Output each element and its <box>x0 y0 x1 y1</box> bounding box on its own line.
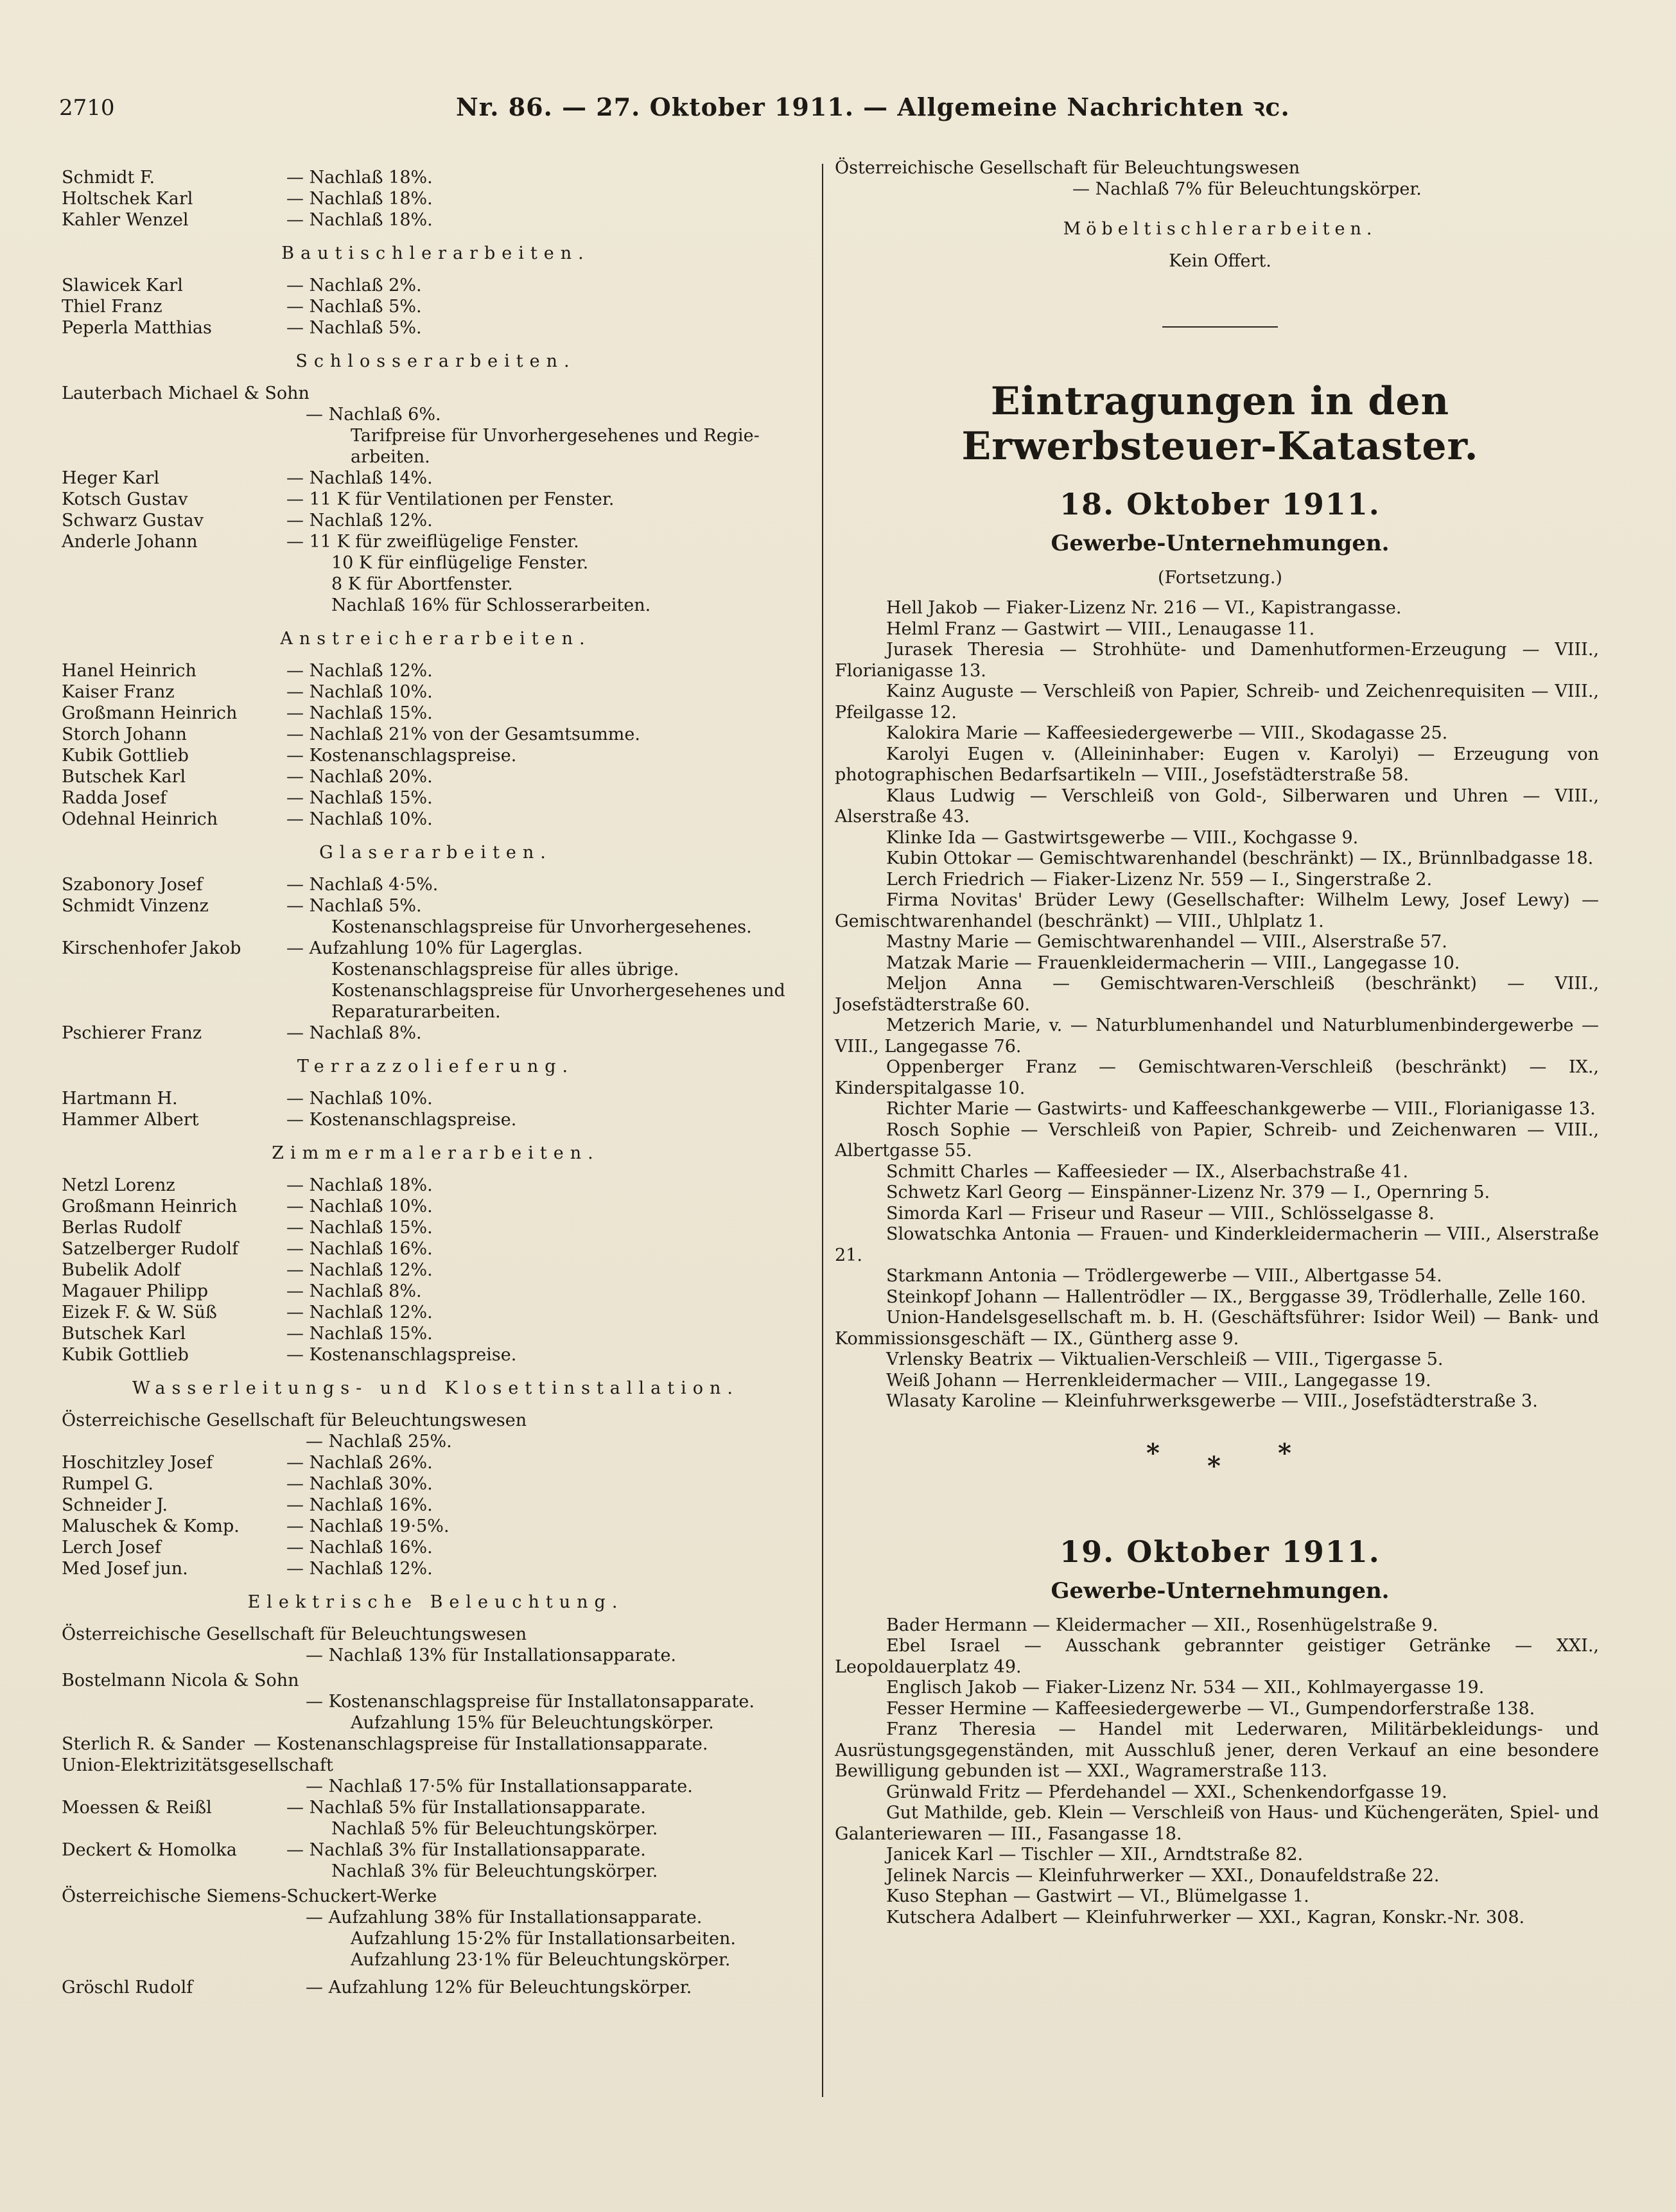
star: * <box>1278 1437 1291 1468</box>
section-separator-stars <box>835 1438 1605 1515</box>
register-entry: Kutschera Adalbert — Kleinfuhrwerker — XXI., Kagran, Konskr.-Nr. 308. <box>886 1907 1525 1927</box>
entry-line: Tarifpreise für Unvorhergesehenes und Regie- <box>351 426 760 446</box>
register-entry: Hell Jakob — Fiaker-Lizenz Nr. 216 — VI., Kapistrangasse. <box>886 598 1402 618</box>
date-heading: 18. Oktober 1911. <box>1060 487 1381 522</box>
register-entry: Firma Novitas' Brüder Lewy (Gesellschafter: Wilhelm Lewy, Josef Lewy) — Gemischtwarenhandel (beschränkt) — VIII., Uhlplatz 1. <box>835 890 1599 931</box>
entry-line: Nachlaß 3% für Beleuchtungskörper. <box>331 1861 658 1881</box>
entry-name: Kirschenhofer Jakob <box>62 938 241 958</box>
entry-name: Sterlich R. & Sander <box>62 1734 245 1754</box>
entry-line: — Nachlaß 30%. <box>286 1474 433 1494</box>
entry-line: — Nachlaß 5%. <box>286 297 422 317</box>
register-entry: Gut Mathilde, geb. Klein — Verschleiß von Haus- und Küchengeräten, Spiel- und Galanteriewaren — III., Fasangasse 18. <box>835 1803 1599 1844</box>
register-entry: Union-Handelsgesellschaft m. b. H. (Geschäftsführer: Isidor Weil) — Bank- und Kommissionsgeschäft — IX., Güntherg asse 9. <box>835 1308 1599 1349</box>
entry-line: Nachlaß 16% für Schlosserarbeiten. <box>331 595 651 615</box>
register-entry: Starkmann Antonia — Trödlergewerbe — VIII., Albertgasse 54. <box>886 1266 1442 1286</box>
entry-name: Kaiser Franz <box>62 682 175 702</box>
entry-name: Pschierer Franz <box>62 1023 202 1043</box>
entry <box>62 1537 810 1558</box>
entry-line: — Nachlaß 12%. <box>286 661 433 681</box>
entry-line: — Nachlaß 10%. <box>286 809 433 829</box>
entry-name: Eizek F. & W. Süß <box>62 1303 217 1322</box>
entry <box>62 531 810 616</box>
star: * <box>1146 1437 1160 1468</box>
entry-line: — Nachlaß 16%. <box>286 1239 433 1259</box>
entry-line: — Kostenanschlagspreise. <box>286 1345 517 1365</box>
entry-line: — Nachlaß 7% für Beleuchtungskörper. <box>1072 179 1422 199</box>
entry-name: Butschek Karl <box>62 767 186 787</box>
entry <box>62 167 810 188</box>
entry-line: — Nachlaß 14%. <box>286 468 433 488</box>
entry <box>62 209 810 231</box>
register-entry: Weiß Johann — Herrenkleidermacher — VIII., Langegasse 19. <box>886 1370 1431 1391</box>
entry-name: Österreichische Gesellschaft für Beleuchtungswesen <box>62 1410 527 1430</box>
entry-line: — 11 K für Ventilationen per Fenster. <box>286 489 615 509</box>
register-entry: Janicek Karl — Tischler — XII., Arndtstraße 82. <box>886 1845 1304 1865</box>
entry-name: Bostelmann Nicola & Sohn <box>62 1671 299 1690</box>
entry-line: — Nachlaß 13% für Installationsapparate. <box>306 1646 677 1665</box>
entry-name: Radda Josef <box>62 788 167 808</box>
register-entry: Wlasaty Karoline — Kleinfuhrwerksgewerbe — VIII., Josefstädterstraße 3. <box>886 1391 1538 1411</box>
register-entry: Jurasek Theresia — Strohhüte- und Damenhutformen-Erzeugung — VIII., Florianigasse 13. <box>835 640 1599 681</box>
entry-name: Magauer Philipp <box>62 1281 209 1301</box>
section-title: Glaserarbeiten. <box>319 843 552 863</box>
entry-line: — Kostenanschlagspreise. <box>286 746 517 766</box>
entry-line: — Nachlaß 18%. <box>286 168 433 188</box>
entry-name: Schmidt Vinzenz <box>62 896 209 916</box>
entry <box>62 681 810 703</box>
entry-name: Satzelberger Rudolf <box>62 1239 239 1259</box>
separator-rule <box>1162 326 1278 328</box>
entry-name: Österreichische Gesellschaft für Beleuchtungswesen <box>62 1624 527 1644</box>
main-heading: Eintragungen in den Erwerbsteuer-Kataster. <box>961 379 1479 469</box>
entry <box>62 1755 810 1797</box>
register-list <box>835 598 1605 1412</box>
entry <box>62 510 810 531</box>
subheading: Gewerbe-Unternehmungen. <box>1051 1577 1390 1604</box>
entry-name: Storch Johann <box>62 724 187 744</box>
entry <box>62 1558 810 1579</box>
entry-line: Kostenanschlagspreise für Unvorhergesehenes. <box>331 917 752 937</box>
entry-line: — Nachlaß 5% für Installationsapparate. <box>286 1798 646 1818</box>
entry-line: — Nachlaß 18%. <box>286 189 433 209</box>
entry <box>62 1734 810 1755</box>
entry-line: — Nachlaß 18%. <box>286 1175 433 1195</box>
register-entry: Englisch Jakob — Fiaker-Lizenz Nr. 534 — XII., Kohlmayergasse 19. <box>886 1678 1485 1698</box>
entry <box>62 1196 810 1217</box>
entry-line: — Nachlaß 21% von der Gesamtsumme. <box>286 724 640 744</box>
entry-line: — Nachlaß 26%. <box>286 1453 433 1473</box>
entry <box>62 895 810 938</box>
entry-line: — Nachlaß 12%. <box>286 511 433 531</box>
entry <box>62 1624 810 1666</box>
entry-line: — Nachlaß 5%. <box>286 318 422 338</box>
entry-name: Kahler Wenzel <box>62 210 189 230</box>
entry <box>62 1670 810 1734</box>
entry-name: Lauterbach Michael & Sohn <box>62 383 310 403</box>
page-number: 2710 <box>59 95 115 121</box>
continuation-note: (Fortsetzung.) <box>1158 568 1282 588</box>
entry-name: Moessen & Reißl <box>62 1798 212 1818</box>
entry-line: — Nachlaß 10%. <box>286 682 433 702</box>
entry <box>62 1977 810 1998</box>
right-column <box>835 157 1605 1928</box>
register-entry: Simorda Karl — Friseur und Raseur — VIII., Schlösselgasse 8. <box>886 1203 1435 1224</box>
entry <box>62 1344 810 1365</box>
entry <box>62 468 810 489</box>
register-entry: Ebel Israel — Ausschank gebrannter geistiger Getränke — XXI., Leopoldauerplatz 49. <box>835 1636 1599 1677</box>
entry <box>62 938 810 1023</box>
register-entry: Kuso Stephan — Gastwirt — VI., Blümelgasse 1. <box>886 1886 1309 1906</box>
entry-line: — Nachlaß 15%. <box>286 788 433 808</box>
register-entry: Metzerich Marie, v. — Naturblumenhandel und Naturblumenbindergewerbe — VIII., Langegasse 76. <box>835 1015 1599 1057</box>
entry-line: — Kostenanschlagspreise. <box>286 1110 517 1130</box>
entry <box>62 1175 810 1196</box>
register-entry: Lerch Friedrich — Fiaker-Lizenz Nr. 559 — I., Singerstraße 2. <box>886 869 1433 890</box>
entry <box>62 296 810 317</box>
entry <box>62 1452 810 1473</box>
subheading: Gewerbe-Unternehmungen. <box>1051 531 1390 556</box>
entry-line: — Nachlaß 12%. <box>286 1260 433 1280</box>
register-list <box>835 1615 1605 1929</box>
entry-line: — 11 K für zweiflügelige Fenster. <box>286 532 579 552</box>
entry-name: Odehnal Heinrich <box>62 809 218 829</box>
entry-line: — Nachlaß 6%. <box>306 405 441 425</box>
register-entry: Klinke Ida — Gastwirtsgewerbe — VIII., Kochgasse 9. <box>886 827 1359 848</box>
register-entry: Franz Theresia — Handel mit Lederwaren, Militärbekleidungs- und Ausrüstungsgegenständen, mit Ausschluß jener, deren Verkauf an eine besondere Bewilligung gebunden ist — XXI., Wagramerstraße 113. <box>835 1719 1599 1781</box>
entry-name: Deckert & Homolka <box>62 1840 237 1860</box>
entry-line: — Nachlaß 5%. <box>286 896 422 916</box>
entry-line: — Kostenanschlagspreise für Installatonsapparate. <box>306 1692 755 1712</box>
register-entry: Slowatschka Antonia — Frauen- und Kinderkleidermacherin — VIII., Alserstraße 21. <box>835 1224 1599 1265</box>
entry-name: Maluschek & Komp. <box>62 1516 240 1536</box>
entry-name: Szabonory Josef <box>62 875 203 895</box>
entry-name: Großmann Heinrich <box>62 703 238 723</box>
section-title: Elektrische Beleuchtung. <box>247 1592 624 1612</box>
entry-name: Med Josef jun. <box>62 1559 188 1579</box>
date-heading: 19. Oktober 1911. <box>1060 1534 1381 1569</box>
entry-line: Kostenanschlagspreise für Unvorhergesehenes und <box>331 981 785 1001</box>
register-entry: Fesser Hermine — Kaffeesiedergewerbe — VI., Gumpendorferstraße 138. <box>886 1698 1535 1719</box>
entry <box>62 489 810 510</box>
entry <box>62 874 810 895</box>
entry-name: Anderle Johann <box>62 532 198 552</box>
entry <box>62 1109 810 1130</box>
entry-line: Reparaturarbeiten. <box>331 1002 501 1022</box>
register-entry: Kalokira Marie — Kaffeesiedergewerbe — VIII., Skodagasse 25. <box>886 723 1448 743</box>
entry <box>62 317 810 338</box>
entry-line: — Nachlaß 18%. <box>286 210 433 230</box>
register-entry: Schwetz Karl Georg — Einspänner-Lizenz Nr. 379 — I., Opernring 5. <box>886 1182 1490 1202</box>
entry-group <box>62 1797 810 1882</box>
entry <box>62 1516 810 1537</box>
entry-line: — Nachlaß 15%. <box>286 1324 433 1344</box>
register-entry: Richter Marie — Gastwirts- und Kaffeeschankgewerbe — VIII., Florianigasse 13. <box>886 1099 1596 1119</box>
register-entry: Mastny Marie — Gemischtwarenhandel — VIII., Alserstraße 57. <box>886 932 1447 952</box>
register-entry: Klaus Ludwig — Verschleiß von Gold-, Silberwaren und Uhren — VIII., Alserstraße 43. <box>835 786 1599 827</box>
register-entry: Kubin Ottokar — Gemischtwarenhandel (beschränkt) — IX., Brünnlbadgasse 18. <box>886 848 1594 868</box>
entry <box>62 1495 810 1516</box>
section-title: Möbeltischlerarbeiten. <box>1063 219 1377 239</box>
entry <box>62 809 810 830</box>
entry-name: Kubik Gottlieb <box>62 1345 189 1365</box>
star: * <box>1207 1450 1221 1481</box>
entry <box>62 188 810 209</box>
entry-name: Berlas Rudolf <box>62 1218 181 1238</box>
entry <box>62 1088 810 1109</box>
entry <box>62 1260 810 1281</box>
entry-line: — Nachlaß 4·5%. <box>286 875 439 895</box>
entry-group <box>62 1175 810 1365</box>
entry-line: — Nachlaß 10%. <box>286 1089 433 1109</box>
entry-line: — Aufzahlung 12% für Beleuchtungskörper. <box>306 1978 692 1997</box>
section-title: Bautischlerarbeiten. <box>281 243 590 263</box>
entry-line: — Nachlaß 15%. <box>286 703 433 723</box>
entry-name: Österreichische Siemens-Schuckert-Werke <box>62 1886 437 1906</box>
entry <box>62 745 810 766</box>
entry-name: Österreichische Gesellschaft für Beleuchtungswesen <box>835 158 1300 178</box>
entry-name: Schmidt F. <box>62 168 155 188</box>
entry <box>62 1473 810 1495</box>
entry <box>62 1238 810 1260</box>
entry <box>62 1323 810 1344</box>
entry-name: Netzl Lorenz <box>62 1175 175 1195</box>
entry <box>62 787 810 809</box>
entry <box>62 1302 810 1323</box>
left-column <box>62 167 810 1998</box>
entry-name: Kubik Gottlieb <box>62 746 189 766</box>
entry-group <box>62 1452 810 1579</box>
entry <box>62 1281 810 1302</box>
entry-group <box>62 468 810 616</box>
entry-line: — Nachlaß 16%. <box>286 1495 433 1515</box>
entry-line: — Kostenanschlagspreise für Installationsapparate. <box>253 1734 708 1754</box>
entry-line: — Nachlaß 12%. <box>286 1559 433 1579</box>
column-divider <box>822 164 823 2097</box>
register-entry: Steinkopf Johann — Hallentrödler — IX., Berggasse 39, Trödlerhalle, Zelle 160. <box>886 1286 1586 1307</box>
entry <box>62 724 810 745</box>
entry-name: Großmann Heinrich <box>62 1197 238 1216</box>
entry-name: Schwarz Gustav <box>62 511 204 531</box>
register-entry: Bader Hermann — Kleidermacher — XII., Rosenhügelstraße 9. <box>886 1615 1438 1635</box>
section-title: Wasserleitungs- und Klosettinstallation. <box>132 1378 739 1398</box>
no-offer-note: Kein Offert. <box>1169 251 1271 271</box>
register-entry: Schmitt Charles — Kaffeesieder — IX., Alserbachstraße 41. <box>886 1161 1409 1182</box>
register-entry: Rosch Sophie — Verschleiß von Papier, Schreib- und Zeichenwaren — VIII., Albertgasse 55. <box>835 1119 1599 1161</box>
entry-name: Kotsch Gustav <box>62 489 188 509</box>
entry-line: — Nachlaß 20%. <box>286 767 433 787</box>
register-entry: Kainz Auguste — Verschleiß von Papier, Schreib- und Zeichenrequisiten — VIII., Pfeilgasse 12. <box>835 681 1599 723</box>
register-entry: Grünwald Fritz — Pferdehandel — XXI., Schenkendorfgasse 19. <box>886 1782 1447 1802</box>
entry-line: Kostenanschlagspreise für alles übrige. <box>331 960 679 979</box>
entry-name: Peperla Matthias <box>62 318 212 338</box>
entry <box>62 1886 810 1971</box>
entry-line: Aufzahlung 15·2% für Installationsarbeiten. <box>351 1929 737 1949</box>
entry-line: — Nachlaß 8%. <box>286 1281 422 1301</box>
entry-name: Lerch Josef <box>62 1538 161 1558</box>
entry-line: — Nachlaß 2%. <box>286 276 422 295</box>
entry-line: — Nachlaß 16%. <box>286 1538 433 1558</box>
register-entry: Oppenberger Franz — Gemischtwaren-Verschleiß (beschränkt) — IX., Kinderspitalgasse 10. <box>835 1057 1599 1098</box>
entry-group <box>62 874 810 1044</box>
entry-name: Gröschl Rudolf <box>62 1978 193 1997</box>
section-title: Zimmermalerarbeiten. <box>272 1143 600 1163</box>
entry-group <box>62 275 810 338</box>
entry <box>62 1410 810 1452</box>
entry-line: 10 K für einflügelige Fenster. <box>331 553 589 573</box>
entry-line: — Nachlaß 19·5%. <box>286 1516 450 1536</box>
entry <box>62 1839 810 1882</box>
entry-line: Nachlaß 5% für Beleuchtungskörper. <box>331 1819 658 1839</box>
register-entry: Helml Franz — Gastwirt — VIII., Lenaugasse 11. <box>886 619 1315 639</box>
register-entry: Vrlensky Beatrix — Viktualien-Verschleiß — VIII., Tigergasse 5. <box>886 1349 1444 1369</box>
entry-line: 8 K für Abortfenster. <box>331 574 513 594</box>
entry <box>62 703 810 724</box>
register-entry: Karolyi Eugen v. (Alleininhaber: Eugen v. Karolyi) — Erzeugung von photographischen Bedarfsartikeln — VIII., Josefstädterstraße 58. <box>835 744 1599 785</box>
register-entry: Jelinek Narcis — Kleinfuhrwerker — XXI., Donaufeldstraße 22. <box>886 1865 1440 1886</box>
entry <box>62 1217 810 1238</box>
running-head: Nr. 86. — 27. Oktober 1911. — Allgemeine Nachrichten ꝛc. <box>456 92 1290 121</box>
entry-name: Butschek Karl <box>62 1324 186 1344</box>
entry-group-top <box>62 167 810 231</box>
entry <box>62 1023 810 1044</box>
section-title: Schlosserarbeiten. <box>295 351 576 371</box>
entry-name: Schneider J. <box>62 1495 168 1515</box>
register-entry: Meljon Anna — Gemischtwaren-Verschleiß (beschränkt) — VIII., Josefstädterstraße 60. <box>835 974 1599 1015</box>
entry-name: Rumpel G. <box>62 1474 153 1494</box>
entry-line: — Nachlaß 12%. <box>286 1303 433 1322</box>
entry-name: Slawicek Karl <box>62 276 183 295</box>
entry-name: Heger Karl <box>62 468 160 488</box>
entry-name: Thiel Franz <box>62 297 162 317</box>
entry-line: — Nachlaß 17·5% für Installationsapparate. <box>306 1777 693 1796</box>
entry-line: — Nachlaß 3% für Installationsapparate. <box>286 1840 646 1860</box>
entry-name: Holtschek Karl <box>62 189 193 209</box>
register-entry: Matzak Marie — Frauenkleidermacherin — VIII., Langegasse 10. <box>886 952 1460 973</box>
entry-line: — Nachlaß 25%. <box>306 1432 452 1452</box>
section-title: Anstreicherarbeiten. <box>280 629 591 649</box>
entry-line: arbeiten. <box>351 447 430 467</box>
entry-line: Aufzahlung 15% für Beleuchtungskörper. <box>351 1713 714 1733</box>
entry <box>62 660 810 681</box>
entry <box>62 275 810 296</box>
entry-line: Aufzahlung 23·1% für Beleuchtungskörper. <box>351 1950 731 1970</box>
entry-group <box>62 1088 810 1130</box>
entry <box>62 383 810 468</box>
entry-name: Union-Elektrizitätsgesellschaft <box>62 1755 333 1775</box>
entry-group <box>62 660 810 830</box>
entry <box>62 766 810 787</box>
entry-name: Hoschitzley Josef <box>62 1453 213 1473</box>
entry-line: — Aufzahlung 38% für Installationsapparate. <box>306 1908 703 1927</box>
entry-line: — Aufzahlung 10% für Lagerglas. <box>286 938 583 958</box>
entry-name: Hammer Albert <box>62 1110 199 1130</box>
entry-line: — Nachlaß 10%. <box>286 1197 433 1216</box>
entry-name: Hanel Heinrich <box>62 661 196 681</box>
entry-name: Hartmann H. <box>62 1089 178 1109</box>
entry-line: — Nachlaß 15%. <box>286 1218 433 1238</box>
entry-line: — Nachlaß 8%. <box>286 1023 422 1043</box>
entry-name: Bubelik Adolf <box>62 1260 180 1280</box>
entry <box>62 1797 810 1839</box>
section-title: Terrazzolieferung. <box>297 1057 575 1076</box>
